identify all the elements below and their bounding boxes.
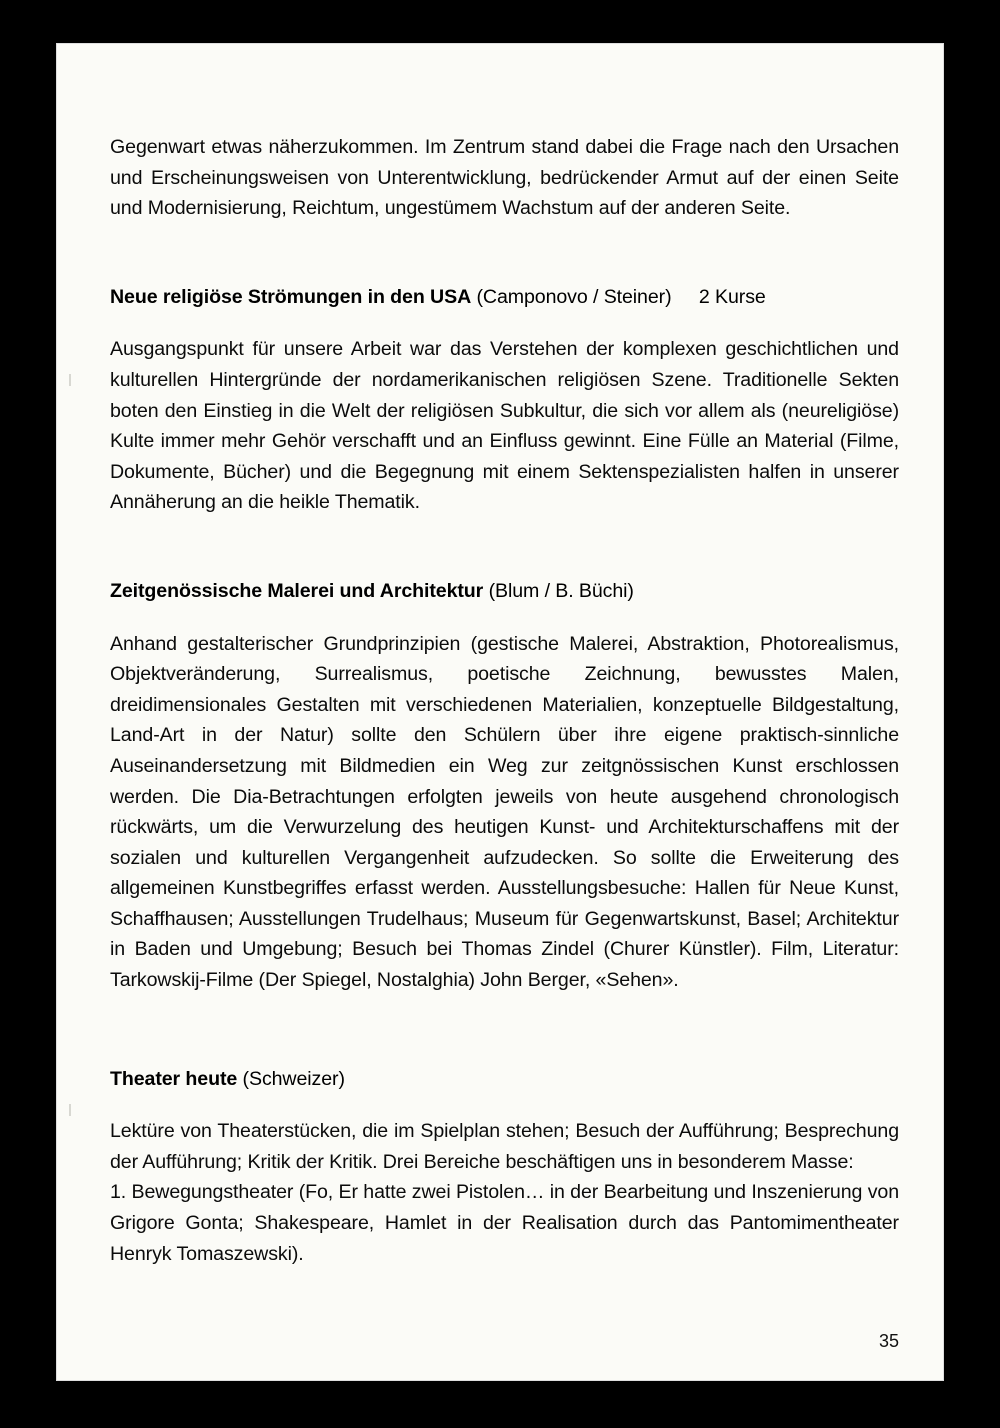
heading-authors: (Schweizer)	[242, 1067, 345, 1090]
spacer	[110, 996, 899, 1064]
spacer	[110, 607, 899, 629]
heading-authors: (Blum / B. Büchi)	[488, 579, 634, 602]
heading-theater-heute	[110, 1064, 899, 1095]
spacer	[110, 518, 899, 576]
spacer	[110, 1094, 899, 1116]
paragraph-neue-religioese-stroemungen: Ausgangspunkt für unsere Arbeit war das Verstehen der komplexen geschichtlichen und kulturellen Hintergründe der nordamerikanischen religiösen Szene. Traditionelle Sekten boten den Einstieg in die Welt der religiösen Subkultur, die sich vor allem als (neureligiöse) Kulte immer mehr Gehör verschafft und an Einfluss gewinnt. Eine Fülle an Material (Filme, Dokumente, Bücher) und die Begegnung mit einem Sektenspezialisten halfen in unserer Annäherung an die heikle Thematik.	[110, 338, 899, 514]
heading-authors: (Camponovo / Steiner)	[476, 285, 672, 308]
page-number: 35	[878, 1331, 899, 1351]
page-edge-tick	[69, 374, 71, 386]
spacer	[110, 312, 899, 334]
heading-title: Theater heute	[110, 1067, 238, 1090]
heading-title: Zeitgenössische Malerei und Architektur	[110, 579, 484, 602]
paragraph-theater-heute-item-1: 1. Bewegungstheater (Fo, Er hatte zwei Pistolen… in der Bearbeitung und Inszenierung von Grigore Gonta; Shakespeare, Hamlet in der Realisation durch das Pantomimentheater Henryk Tomaszewski).	[110, 1181, 899, 1265]
heading-neue-religioese-stroemungen	[110, 282, 899, 313]
paragraph-theater-heute-intro: Lektüre von Theaterstücken, die im Spielplan stehen; Besuch der Aufführung; Besprechung der Aufführung; Kritik der Kritik. Drei Bereiche beschäftigen uns in besonderem Masse:	[110, 1120, 899, 1173]
theater-heute-body	[110, 1116, 899, 1269]
heading-zeitgenoessische-malerei	[110, 576, 899, 607]
paragraph-continuation: Gegenwart etwas näherzukommen. Im Zentrum stand dabei die Frage nach den Ursachen und Erscheinungsweisen von Unterentwicklung, bedrückender Armut auf der einen Seite und Modernisierung, Reichtum, ungestümem Wachstum auf der anderen Seite.	[110, 136, 899, 220]
document-page	[57, 44, 943, 1380]
heading-title: Neue religiöse Strömungen in den USA	[110, 285, 472, 308]
paragraph-zeitgenoessische-malerei: Anhand gestalterischer Grundprinzipien (gestische Malerei, Abstraktion, Photorealismus, Objektveränderung, Surrealismus, poetische Zeichnung, bewusstes Malen, dreidimensionales Gestalten mit verschiedenen Materialien, konzeptuelle Bildgestaltung, Land-Art in der Natur) sollte den Schülern über ihre eigene praktisch-sinnliche Auseinandersetzung mit Bildmedien ein Weg zur zeitgnössischen Kunst erschlossen werden. Die Dia-Betrachtungen erfolgten jeweils von heute ausgehend chronologisch rückwärts, um die Verwurzelung des heutigen Kunst- und Architekturschaffens mit der sozialen und kulturellen Vergangenheit aufzudecken. So sollte die Erweiterung des allgemeinen Kunstbegriffes erfasst werden. Ausstellungsbesuche: Hallen für Neue Kunst, Schaffhausen; Ausstellungen Trudelhaus; Museum für Gegenwartskunst, Basel; Architektur in Baden und Umgebung; Besuch bei Thomas Zindel (Churer Künstler). Film, Literatur: Tarkowskij-Filme (Der Spiegel, Nostalghia) John Berger, «Sehen».	[110, 632, 899, 992]
spacer	[110, 224, 899, 282]
page-content-area	[110, 132, 899, 1340]
heading-course-count: 2 Kurse	[698, 285, 766, 308]
page-edge-tick	[69, 1104, 71, 1116]
